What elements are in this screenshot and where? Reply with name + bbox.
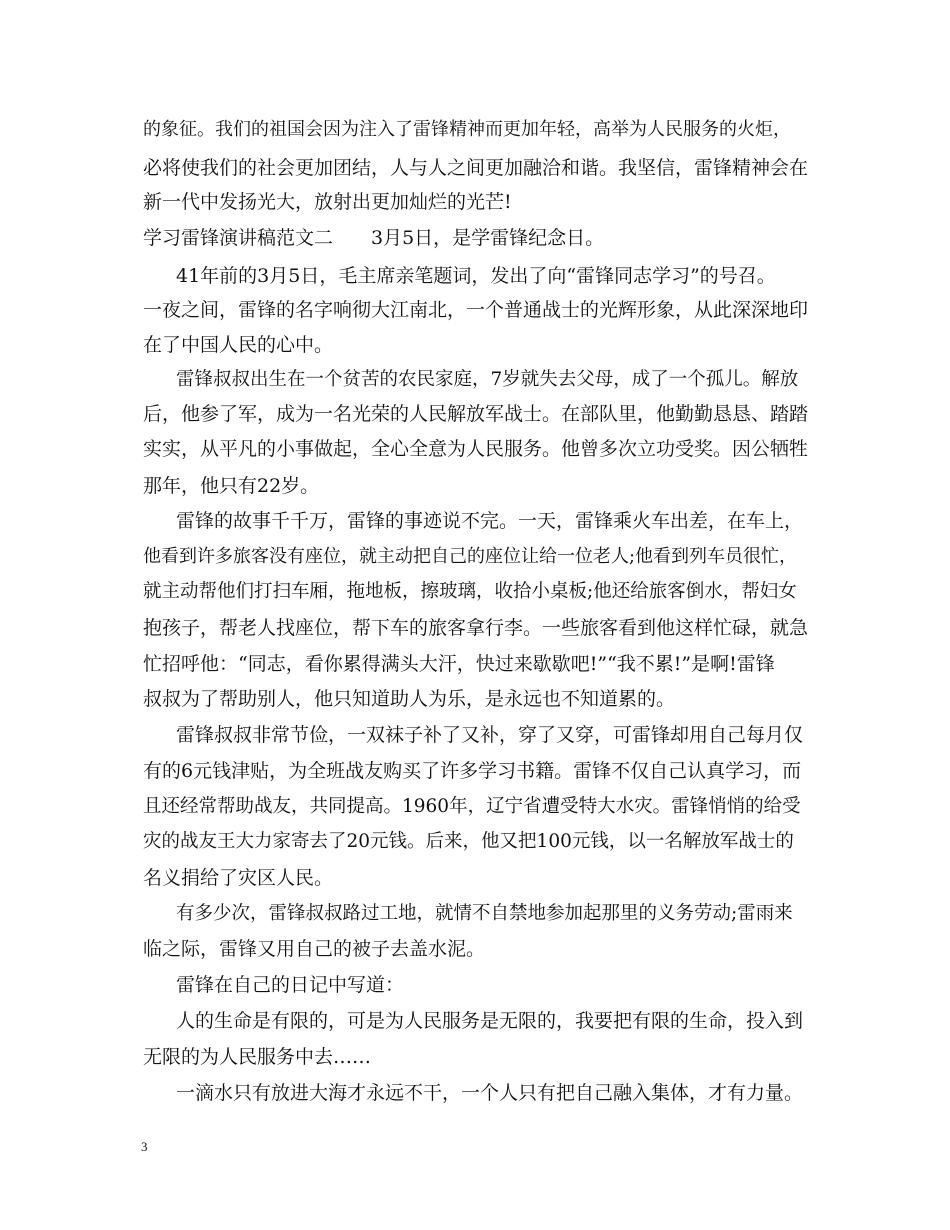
- section-heading: 学习雷锋演讲稿范文二 3月5日，是学雷锋纪念日。: [143, 227, 605, 249]
- text-line: 有多少次，雷锋叔叔路过工地，就情不自禁地参加起那里的义务劳动;雷雨来: [176, 903, 793, 924]
- text-line: 新一代中发扬光大，放射出更加灿烂的光芒!: [143, 191, 512, 213]
- text-line: 临之际，雷锋又用自己的被子去盖水泥。: [143, 938, 486, 960]
- text-line: 灾的战友王大力家寄去了20元钱。后来，他又把100元钱，以一名解放军战士的: [143, 831, 794, 852]
- text-line: 人的生命是有限的，可是为人民服务是无限的，我要把有限的生命，投入到: [176, 1010, 804, 1032]
- text-line: 雷锋的故事千千万，雷锋的事迹说不完。一天，雷锋乘火车出差，在车上，: [176, 510, 804, 532]
- text-line: 名义捐给了灾区人民。: [143, 867, 334, 889]
- text-line: 后，他参了军，成为一名光荣的人民解放军战士。在部队里，他勤勤恳恳、踏踏: [143, 403, 809, 425]
- text-line: 雷锋在自己的日记中写道：: [176, 974, 405, 996]
- text-line: 无限的为人民服务中去……: [143, 1046, 372, 1068]
- text-line: 抱孩子，帮老人找座位，帮下车的旅客拿行李。一些旅客看到他这样忙碌，就急: [143, 617, 809, 639]
- text-line: 就主动帮他们打扫车厢，拖地板，擦玻璃，收拾小桌板;他还给旅客倒水，帮妇女: [143, 581, 797, 602]
- text-line: 且还经常帮助战友，共同提高。1960年，辽宁省遭受特大水灾。雷锋悄悄的给受: [143, 796, 801, 817]
- page-number: 3: [141, 1139, 148, 1154]
- text-line: 雷锋叔叔出生在一个贫苦的农民家庭，7岁就失去父母，成了一个孤儿。解放: [176, 369, 799, 390]
- text-line: 那年，他只有22岁。: [143, 475, 320, 497]
- text-line: 一夜之间，雷锋的名字响彻大江南北，一个普通战士的光辉形象，从此深深地印: [143, 299, 809, 321]
- text-line: 在了中国人民的心中。: [143, 334, 334, 356]
- text-line: 一滴水只有放进大海才永远不干，一个人只有把自己融入集体，才有力量。: [176, 1082, 804, 1104]
- text-line: 雷锋叔叔非常节俭，一双袜子补了又补，穿了又穿，可雷锋却用自己每月仅: [176, 724, 804, 746]
- text-line: 实实，从平凡的小事做起，全心全意为人民服务。他曾多次立功受奖。因公牺牲: [143, 438, 809, 460]
- text-line: 必将使我们的社会更加团结，人与人之间更加融洽和谐。我坚信，雷锋精神会在: [143, 157, 809, 179]
- text-line: 忙招呼他：“同志，看你累得满头大汗，快过来歇歇吧!”“我不累!”是啊!雷锋: [143, 653, 775, 675]
- text-line: 有的6元钱津贴，为全班战友购买了许多学习书籍。雷锋不仅自己认真学习，而: [143, 760, 802, 782]
- text-line: 41年前的3月5日，毛主席亲笔题词，发出了向“雷锋同志学习”的号召。: [176, 265, 776, 287]
- text-line: 的象征。我们的祖国会因为注入了雷锋精神而更加年轻，高举为人民服务的火炬，: [143, 119, 791, 140]
- text-line: 他看到许多旅客没有座位，就主动把自己的座位让给一位老人;他看到列车员很忙，: [143, 546, 798, 567]
- text-line: 叔叔为了帮助别人，他只知道助人为乐，是永远也不知道累的。: [143, 688, 676, 710]
